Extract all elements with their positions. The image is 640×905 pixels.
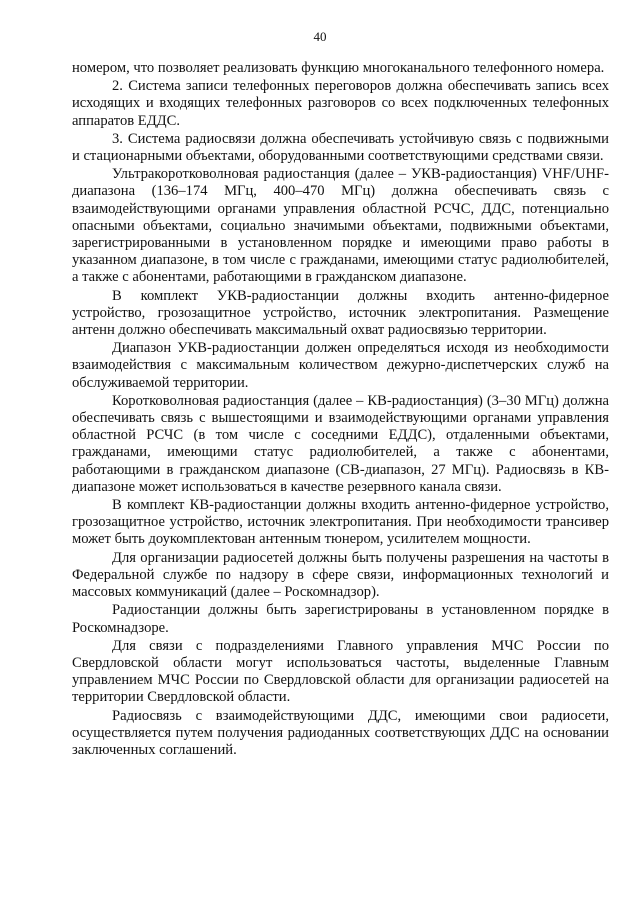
paragraph-phone-recording: 2. Система записи телефонных переговоров должна обеспечивать запись всех исходящих и входящих телефонных разговоров со всех подключенных телефонных аппаратов ЕДДС. [72, 78, 609, 129]
page-number: 40 [313, 29, 327, 44]
paragraph-continuation: номером, что позволяет реализовать функцию многоканального телефонного номера. [72, 60, 605, 76]
paragraph-ukv-kit: В комплект УКВ-радиостанции должны входить антенно-фидерное устройство, грозозащитное устройство, источник электропитания. Размещение антенн должно обеспечивать максимальный охват радиосвязью территории. [72, 287, 609, 339]
paragraph-frequency-permits: Для организации радиосетей должны быть получены разрешения на частоты в Федеральной службе по надзору в сфере связи, информационных технологий и массовых коммуникаций (далее – Роскомнадзор). [72, 549, 609, 601]
document-body [72, 60, 609, 760]
paragraph-kv-kit: В комплект КВ-радиостанции должны входить антенно-фидерное устройство, грозозащитное устройство, источник электропитания. При необходимости трансивер может быть доукомплектован антенным тюнером, усилителем мощности. [72, 497, 609, 548]
paragraph-ukv-radio: Ультракоротковолновая радиостанция (далее – УКВ-радиостанция) VHF/UHF-диапазона (136–174 МГц, 400–470 МГц) должна обеспечивать связь с взаимодействующими органами управления областной РСЧС, ДДС, потенциально опасными объектами, социально значимыми объектами, подвижными объектами, зарегистрированными в установленном порядке и имеющими право работы в указанном диапазоне, в том числе с гражданами, имеющими статус радиолюбителей, а также с абонентами, работающими в гражданском диапазоне. [72, 166, 609, 286]
paragraph-radio-system: 3. Система радиосвязи должна обеспечивать устойчивую связь с подвижными и стационарными объектами, оборудованными соответствующими средствами связи. [72, 130, 609, 165]
paragraph-ukv-range: Диапазон УКВ-радиостанции должен определяться исходя из необходимости взаимодействия с максимальным количеством дежурно-диспетчерских служб на обслуживаемой территории. [72, 340, 609, 391]
paragraph-registration: Радиостанции должны быть зарегистрированы в установленном порядке в Роскомнадзоре. [72, 602, 609, 636]
paragraph-dds-radio: Радиосвязь с взаимодействующими ДДС, имеющими свои радиосети, осуществляется путем получения радиоданных соответствующих ДДС на основании заключенных соглашений. [72, 707, 609, 758]
paragraph-mchs-frequencies: Для связи с подразделениями Главного управления МЧС России по Свердловской области могут использоваться частоты, выделенные Главным управлением МЧС России по Свердловской области для организации радиосетей на территории Свердловской области. [72, 637, 609, 706]
paragraph-kv-radio: Коротковолновая радиостанция (далее – КВ-радиостанция) (3–30 МГц) должна обеспечивать связь с вышестоящими и взаимодействующими органами управления областной РСЧС (в том числе с соседними ЕДДС), отдаленными объектами, гражданами, имеющими статус радиолюбителей, а также с абонентами, работающими в гражданском диапазоне (СВ-диапазон, 27 МГц). Радиосвязь в КВ-диапазоне может использоваться в качестве резервного канала связи. [72, 392, 609, 495]
